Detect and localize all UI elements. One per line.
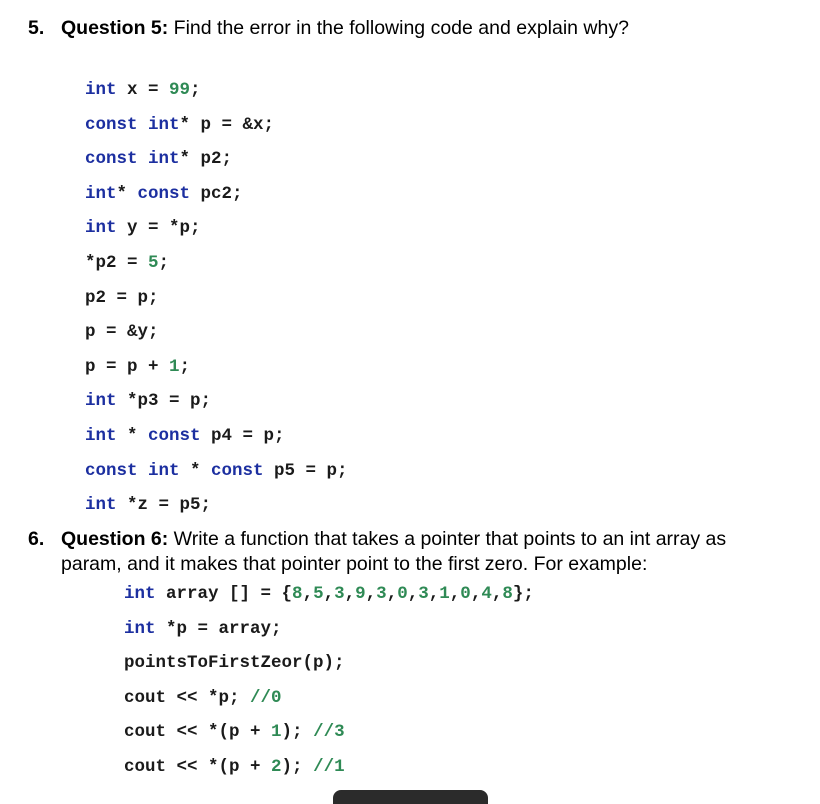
- code-token: ,: [428, 584, 440, 604]
- code-token: const: [211, 460, 264, 481]
- code-token: );: [281, 722, 314, 743]
- code-line: [124, 584, 534, 604]
- code-line: [85, 357, 190, 377]
- code-line: [85, 184, 243, 204]
- code-token: *: [179, 460, 212, 481]
- code-line: [85, 461, 348, 481]
- code-token: cout << *(p +: [124, 722, 272, 743]
- code-token: //1: [313, 757, 345, 777]
- code-token: };: [512, 584, 534, 604]
- code-token: int: [124, 618, 156, 639]
- code-line: [85, 218, 201, 238]
- code-token: 2: [271, 757, 282, 777]
- code-token: int: [85, 391, 117, 412]
- code-token: 3: [376, 584, 387, 604]
- code-line: [85, 495, 211, 515]
- code-token: 1: [271, 722, 282, 743]
- question-5-text: Find the error in the following code and explain why?: [168, 17, 629, 39]
- question-5-prompt: [61, 16, 629, 41]
- code-token: * p2;: [179, 149, 233, 170]
- code-token: int: [85, 80, 117, 100]
- code-line: [85, 391, 211, 411]
- code-token: int: [85, 426, 117, 446]
- code-token: ;: [179, 356, 191, 377]
- code-token: p = &y;: [85, 322, 159, 343]
- question-6-number: 6.: [28, 528, 45, 550]
- question-5-title: Question 5:: [61, 17, 169, 39]
- code-token: const int: [85, 460, 180, 481]
- code-token: p5 = p;: [263, 460, 348, 481]
- code-token: pc2;: [190, 183, 243, 204]
- code-token: y = *p;: [116, 218, 201, 239]
- code-line: [85, 322, 159, 342]
- code-token: ,: [344, 584, 356, 604]
- code-line: [124, 653, 345, 673]
- question-6-text-line-1: Write a function that takes a pointer that points to an int array as: [168, 528, 727, 550]
- code-line: [124, 619, 282, 639]
- code-token: );: [281, 757, 314, 777]
- code-token: 0: [397, 584, 408, 604]
- question-5: [28, 16, 629, 41]
- code-token: *p2 =: [85, 253, 149, 273]
- question-6: [28, 527, 726, 577]
- code-token: *p = array;: [155, 618, 282, 639]
- code-token: 5: [148, 253, 159, 273]
- code-token: 3: [418, 584, 429, 604]
- question-6-text-line-2: param, and it makes that pointer point to the first zero. For example:: [61, 553, 648, 575]
- code-token: cout << *p;: [124, 687, 251, 708]
- code-token: pointsToFirstZeor(p);: [124, 653, 345, 674]
- code-line: [85, 80, 201, 100]
- code-token: int: [85, 183, 117, 204]
- code-token: p4 = p;: [200, 426, 285, 446]
- scroll-handle[interactable]: [333, 790, 488, 804]
- code-token: cout << *(p +: [124, 757, 272, 777]
- code-line: [85, 253, 169, 273]
- code-token: *: [116, 183, 138, 204]
- code-token: ;: [190, 80, 201, 100]
- code-token: const: [137, 183, 191, 204]
- code-token: ,: [407, 584, 419, 604]
- code-token: ,: [470, 584, 482, 604]
- code-token: *z = p5;: [116, 495, 212, 516]
- code-token: 8: [292, 584, 303, 604]
- code-token: 0: [460, 584, 471, 604]
- code-line: [85, 426, 285, 446]
- code-token: 5: [313, 584, 324, 604]
- code-token: int: [85, 218, 117, 239]
- code-token: ,: [449, 584, 461, 604]
- code-token: int: [85, 495, 117, 516]
- question-6-prompt: [61, 527, 726, 577]
- code-token: 1: [439, 584, 450, 604]
- code-line: [124, 757, 345, 777]
- code-line: [124, 688, 282, 708]
- code-token: p = p +: [85, 356, 170, 377]
- code-token: *: [116, 426, 149, 446]
- code-token: int: [124, 584, 156, 604]
- code-token: 1: [169, 356, 180, 377]
- code-token: ,: [365, 584, 377, 604]
- code-token: const int: [85, 114, 180, 135]
- code-token: *p3 = p;: [116, 391, 212, 412]
- code-token: ;: [158, 253, 170, 273]
- code-token: ,: [302, 584, 314, 604]
- question-5-number: 5.: [28, 17, 45, 39]
- code-token: //0: [250, 687, 282, 708]
- code-token: //3: [313, 722, 345, 743]
- code-token: ,: [323, 584, 335, 604]
- code-token: 8: [502, 584, 513, 604]
- code-token: 9: [355, 584, 366, 604]
- code-line: [85, 149, 232, 169]
- code-token: p2 = p;: [85, 287, 159, 308]
- code-token: const int: [85, 149, 180, 170]
- code-line: [124, 722, 345, 742]
- code-token: ,: [491, 584, 503, 604]
- code-token: const: [148, 426, 201, 446]
- code-token: 3: [334, 584, 345, 604]
- code-token: array [] = {: [155, 584, 293, 604]
- code-token: 4: [481, 584, 492, 604]
- code-token: x =: [116, 80, 170, 100]
- code-token: * p = &x;: [179, 114, 275, 135]
- code-token: ,: [386, 584, 398, 604]
- code-line: [85, 115, 274, 135]
- code-token: 99: [169, 80, 191, 100]
- code-line: [85, 288, 159, 308]
- question-6-title: Question 6:: [61, 528, 169, 550]
